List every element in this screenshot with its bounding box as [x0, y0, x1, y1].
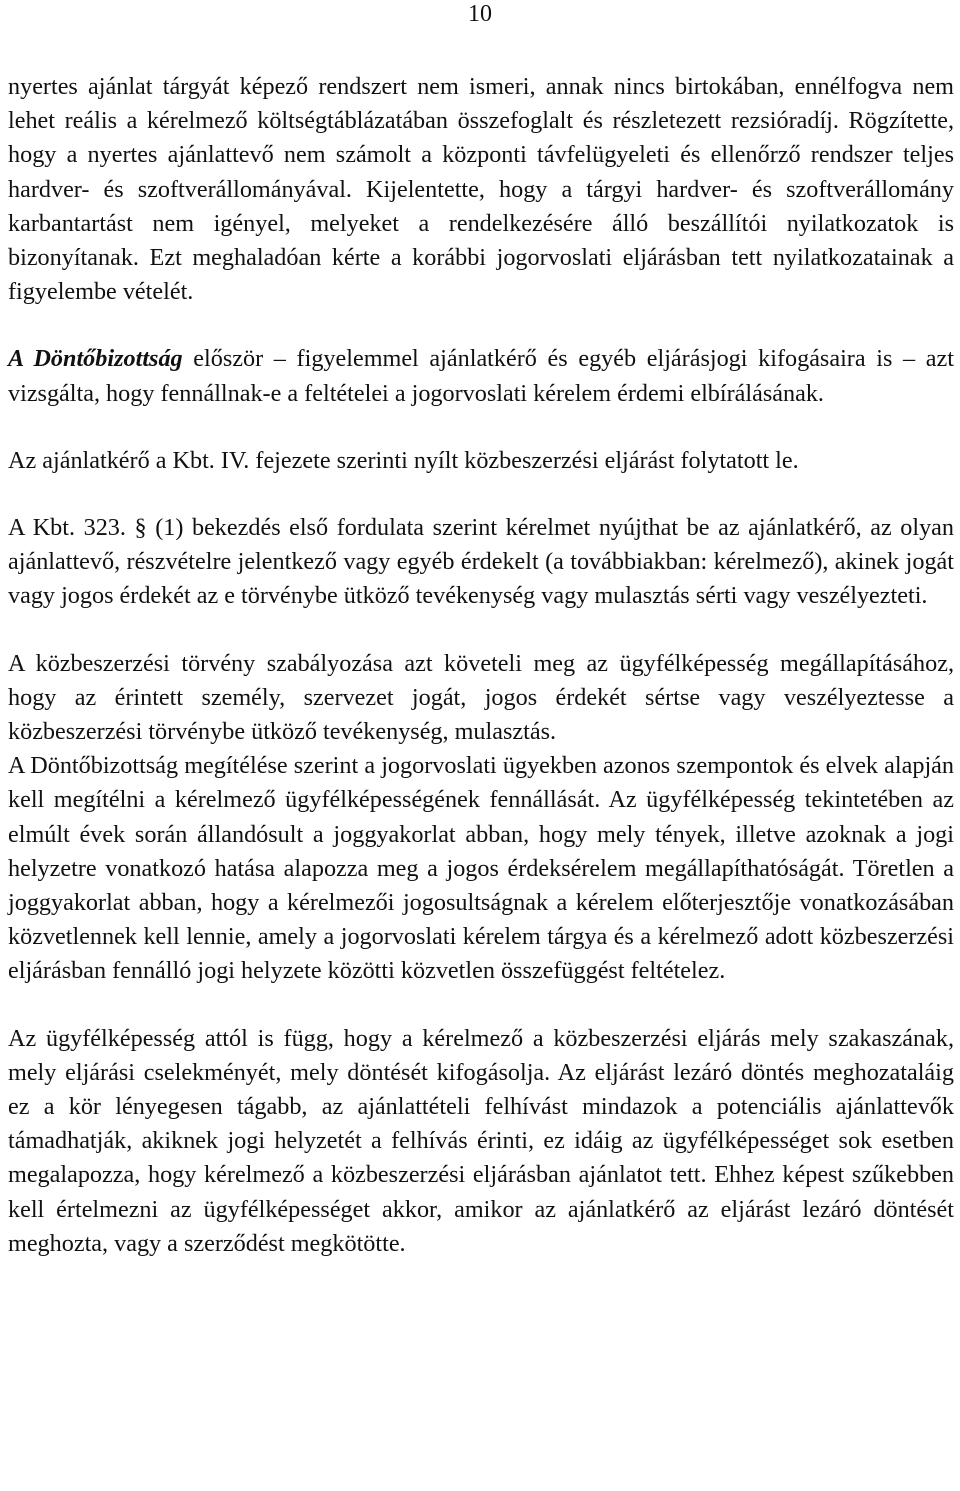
page-number: 10 — [468, 1, 492, 27]
paragraph-1: nyertes ajánlat tárgyát képező rendszert nem ismeri, annak nincs birtokában, ennélfogva nem lehet reális a kérelmező költségtáblázatában összefoglalt és részletezett rezsióradíj. Rögzítette, hogy a nyertes ajánlattevő nem számolt a központi távfelügyeleti és ellenőrző rendszer teljes hardver- és szoftverállományával. Kijelentette, hogy a tárgyi hardver- és szoftverállomány karbantartást nem igényel, melyeket a rendelkezésére álló beszállítói nyilatkozatok is bizonyítanak. Ezt meghaladóan kérte a korábbi jogorvoslati eljárásban tett nyilatkozatainak a figyelembe vételét. — [8, 73, 954, 306]
document-body — [8, 70, 954, 1294]
paragraph-6: A Döntőbizottság megítélése szerint a jogorvoslati ügyekben azonos szempontok és elvek alapján kell megítélni a kérelmező ügyfélképességének fennállását. Az ügyfélképesség tekintetében az elmúlt évek során állandósult a joggyakorlat abban, hogy mely tények, illetve azoknak a jogi helyzetre vonatkozó hatása alapozza meg a jogos érdeksérelem megállapíthatóságát. Töretlen a joggyakorlat abban, hogy a kérelmezői jogosultságnak a kérelem előterjesztője vonatkozásában közvetlennek kell lennie, amely a jogorvoslati kérelem tárgya és a kérelmező adott közbeszerzési eljárásban fennálló jogi helyzete közötti közvetlen összefüggést feltételez. — [8, 752, 954, 985]
paragraph-7: Az ügyfélképesség attól is függ, hogy a kérelmező a közbeszerzési eljárás mely szakaszának, mely eljárási cselekményét, mely döntését kifogásolja. Az eljárást lezáró döntés meghozataláig ez a kör lényegesen tágabb, az ajánlattételi felhívást mindazok a potenciális ajánlattevők támadhatják, akiknek jogi helyzetét a felhívás érinti, ez idáig az ügyfélképességet sok esetben megalapozza, hogy kérelmező a közbeszerzési eljárásban ajánlatot tett. Ehhez képest szűkebben kell értelmezni az ügyfélképességet akkor, amikor az ajánlatkérő az eljárást lezáró döntését meghozta, vagy a szerződést megkötötte. — [8, 1024, 954, 1257]
paragraph-2 — [8, 342, 954, 410]
paragraph-4: A Kbt. 323. § (1) bekezdés első fordulata szerint kérelmet nyújthat be az ajánlatkérő, az olyan ajánlattevő, részvételre jelentkező vagy egyéb érdekelt (a továbbiakban: kérelmező), akinek jogát vagy jogos érdekét az e törvénybe ütköző tevékenység vagy mulasztás sérti vagy veszélyezteti. — [8, 514, 954, 610]
paragraph-3: Az ajánlatkérő a Kbt. IV. fejezete szerinti nyílt közbeszerzési eljárást folytatott le. — [8, 446, 799, 474]
paragraph-2-text: először – figyelemmel ajánlatkérő és egyéb eljárásjogi kifogásaira is – azt vizsgálta, hogy fennállnak-e a feltételei a jogorvoslati kérelem érdemi elbírálásának. — [8, 345, 954, 407]
decision-board-heading: A Döntőbizottság — [8, 345, 183, 373]
paragraph-5: A közbeszerzési törvény szabályozása azt követeli meg az ügyfélképesség megállapításához, hogy az érintett személy, szervezet jogát, jogos érdekét sértse vagy veszélyeztesse a közbeszerzési törvénybe ütköző tevékenység, mulasztás. — [8, 649, 954, 746]
